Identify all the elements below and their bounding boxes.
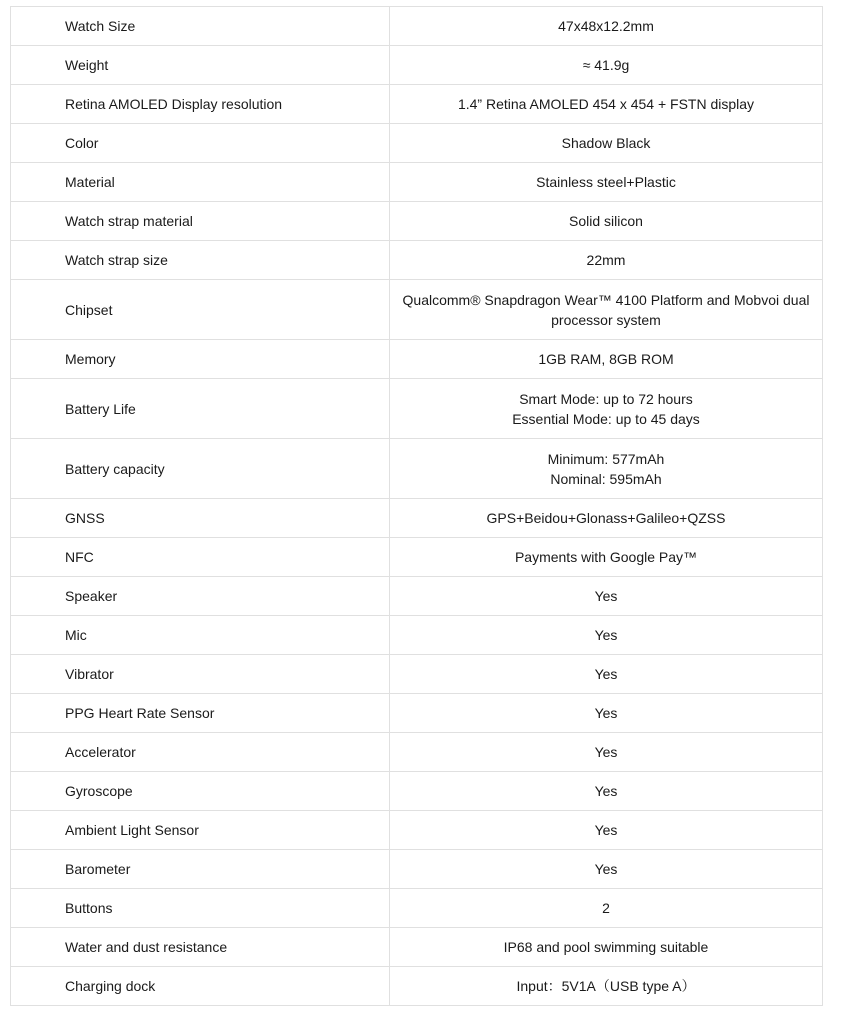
spec-value xyxy=(390,340,823,379)
spec-value-line: IP68 and pool swimming suitable xyxy=(503,939,709,955)
spec-value-line: Solid silicon xyxy=(569,213,643,229)
spec-label: Color xyxy=(11,124,390,163)
spec-label: Battery capacity xyxy=(11,439,390,499)
spec-value-line: 22mm xyxy=(586,252,626,268)
spec-label: Accelerator xyxy=(11,733,390,772)
spec-row-heart-rate-sensor xyxy=(11,694,823,733)
spec-value xyxy=(390,538,823,577)
spec-value-line: ≈ 41.9g xyxy=(582,57,630,73)
spec-row-charging-dock xyxy=(11,967,823,1006)
spec-label: Vibrator xyxy=(11,655,390,694)
spec-label: Memory xyxy=(11,340,390,379)
spec-label: Watch strap material xyxy=(11,202,390,241)
spec-row-ambient-light-sensor xyxy=(11,811,823,850)
spec-label: Ambient Light Sensor xyxy=(11,811,390,850)
spec-row-color xyxy=(11,124,823,163)
spec-row-nfc xyxy=(11,538,823,577)
spec-row-chipset xyxy=(11,280,823,340)
spec-row-vibrator xyxy=(11,655,823,694)
spec-label: GNSS xyxy=(11,499,390,538)
spec-row-accelerator xyxy=(11,733,823,772)
spec-value xyxy=(390,967,823,1006)
spec-label: Gyroscope xyxy=(11,772,390,811)
spec-value-line: Qualcomm® Snapdragon Wear™ 4100 Platform and Mobvoi dual xyxy=(402,291,810,308)
spec-row-battery-life xyxy=(11,379,823,439)
spec-value-line: Payments with Google Pay™ xyxy=(514,549,698,565)
spec-row-watch-size xyxy=(11,7,823,46)
spec-value-line: Nominal: 595mAh xyxy=(550,470,662,487)
spec-label: Buttons xyxy=(11,889,390,928)
spec-row-barometer xyxy=(11,850,823,889)
spec-value xyxy=(390,124,823,163)
spec-label: Retina AMOLED Display resolution xyxy=(11,85,390,124)
spec-value xyxy=(390,280,823,340)
spec-value xyxy=(390,7,823,46)
spec-value-line: Yes xyxy=(594,588,618,604)
spec-label: Battery Life xyxy=(11,379,390,439)
spec-value xyxy=(390,811,823,850)
spec-value xyxy=(390,733,823,772)
spec-label: NFC xyxy=(11,538,390,577)
spec-value xyxy=(390,85,823,124)
spec-value xyxy=(390,889,823,928)
spec-label: Mic xyxy=(11,616,390,655)
spec-value-line: Minimum: 577mAh xyxy=(547,450,665,467)
spec-row-gnss xyxy=(11,499,823,538)
spec-value-line: Yes xyxy=(594,666,618,682)
spec-value xyxy=(390,928,823,967)
spec-row-gyroscope xyxy=(11,772,823,811)
spec-value xyxy=(390,655,823,694)
spec-row-mic xyxy=(11,616,823,655)
spec-value xyxy=(390,616,823,655)
spec-row-water-dust-resistance xyxy=(11,928,823,967)
spec-row-memory xyxy=(11,340,823,379)
spec-label: Watch strap size xyxy=(11,241,390,280)
spec-row-weight xyxy=(11,46,823,85)
spec-value-line: Yes xyxy=(594,627,618,643)
spec-value xyxy=(390,850,823,889)
spec-label: Speaker xyxy=(11,577,390,616)
spec-value-line: 1.4” Retina AMOLED 454 x 454 + FSTN display xyxy=(457,96,755,112)
spec-label: Material xyxy=(11,163,390,202)
spec-value-line: 2 xyxy=(602,900,610,916)
spec-row-display-resolution xyxy=(11,85,823,124)
spec-value xyxy=(390,202,823,241)
spec-label: Chipset xyxy=(11,280,390,340)
spec-value xyxy=(390,577,823,616)
spec-row-buttons xyxy=(11,889,823,928)
spec-value xyxy=(390,499,823,538)
spec-row-material xyxy=(11,163,823,202)
spec-label: PPG Heart Rate Sensor xyxy=(11,694,390,733)
spec-value xyxy=(390,46,823,85)
spec-value xyxy=(390,163,823,202)
spec-value-line: Yes xyxy=(594,861,618,877)
spec-label: Charging dock xyxy=(11,967,390,1006)
spec-value-line: Yes xyxy=(594,705,618,721)
spec-value-line: processor system xyxy=(551,311,661,328)
spec-label: Water and dust resistance xyxy=(11,928,390,967)
spec-value-line: GPS+Beidou+Glonass+Galileo+QZSS xyxy=(486,510,726,526)
spec-value-line: Essential Mode: up to 45 days xyxy=(512,410,700,427)
spec-value xyxy=(390,241,823,280)
spec-label: Barometer xyxy=(11,850,390,889)
spec-row-battery-capacity xyxy=(11,439,823,499)
spec-value xyxy=(390,694,823,733)
spec-value-line: Stainless steel+Plastic xyxy=(536,174,676,190)
spec-value-line: Yes xyxy=(594,783,618,799)
spec-value xyxy=(390,379,823,439)
spec-row-strap-size xyxy=(11,241,823,280)
spec-label: Watch Size xyxy=(11,7,390,46)
spec-value-line: 1GB RAM, 8GB ROM xyxy=(538,351,674,367)
spec-value-line: Yes xyxy=(594,744,618,760)
spec-value-line: Input：5V1A（USB type A） xyxy=(516,978,696,994)
spec-value xyxy=(390,439,823,499)
spec-value-line: Yes xyxy=(594,822,618,838)
spec-value-line: 47x48x12.2mm xyxy=(558,18,654,34)
spec-row-strap-material xyxy=(11,202,823,241)
spec-row-speaker xyxy=(11,577,823,616)
spec-value-line: Smart Mode: up to 72 hours xyxy=(519,390,693,407)
spec-table xyxy=(10,6,823,1006)
spec-label: Weight xyxy=(11,46,390,85)
spec-value xyxy=(390,772,823,811)
spec-value-line: Shadow Black xyxy=(561,135,651,151)
